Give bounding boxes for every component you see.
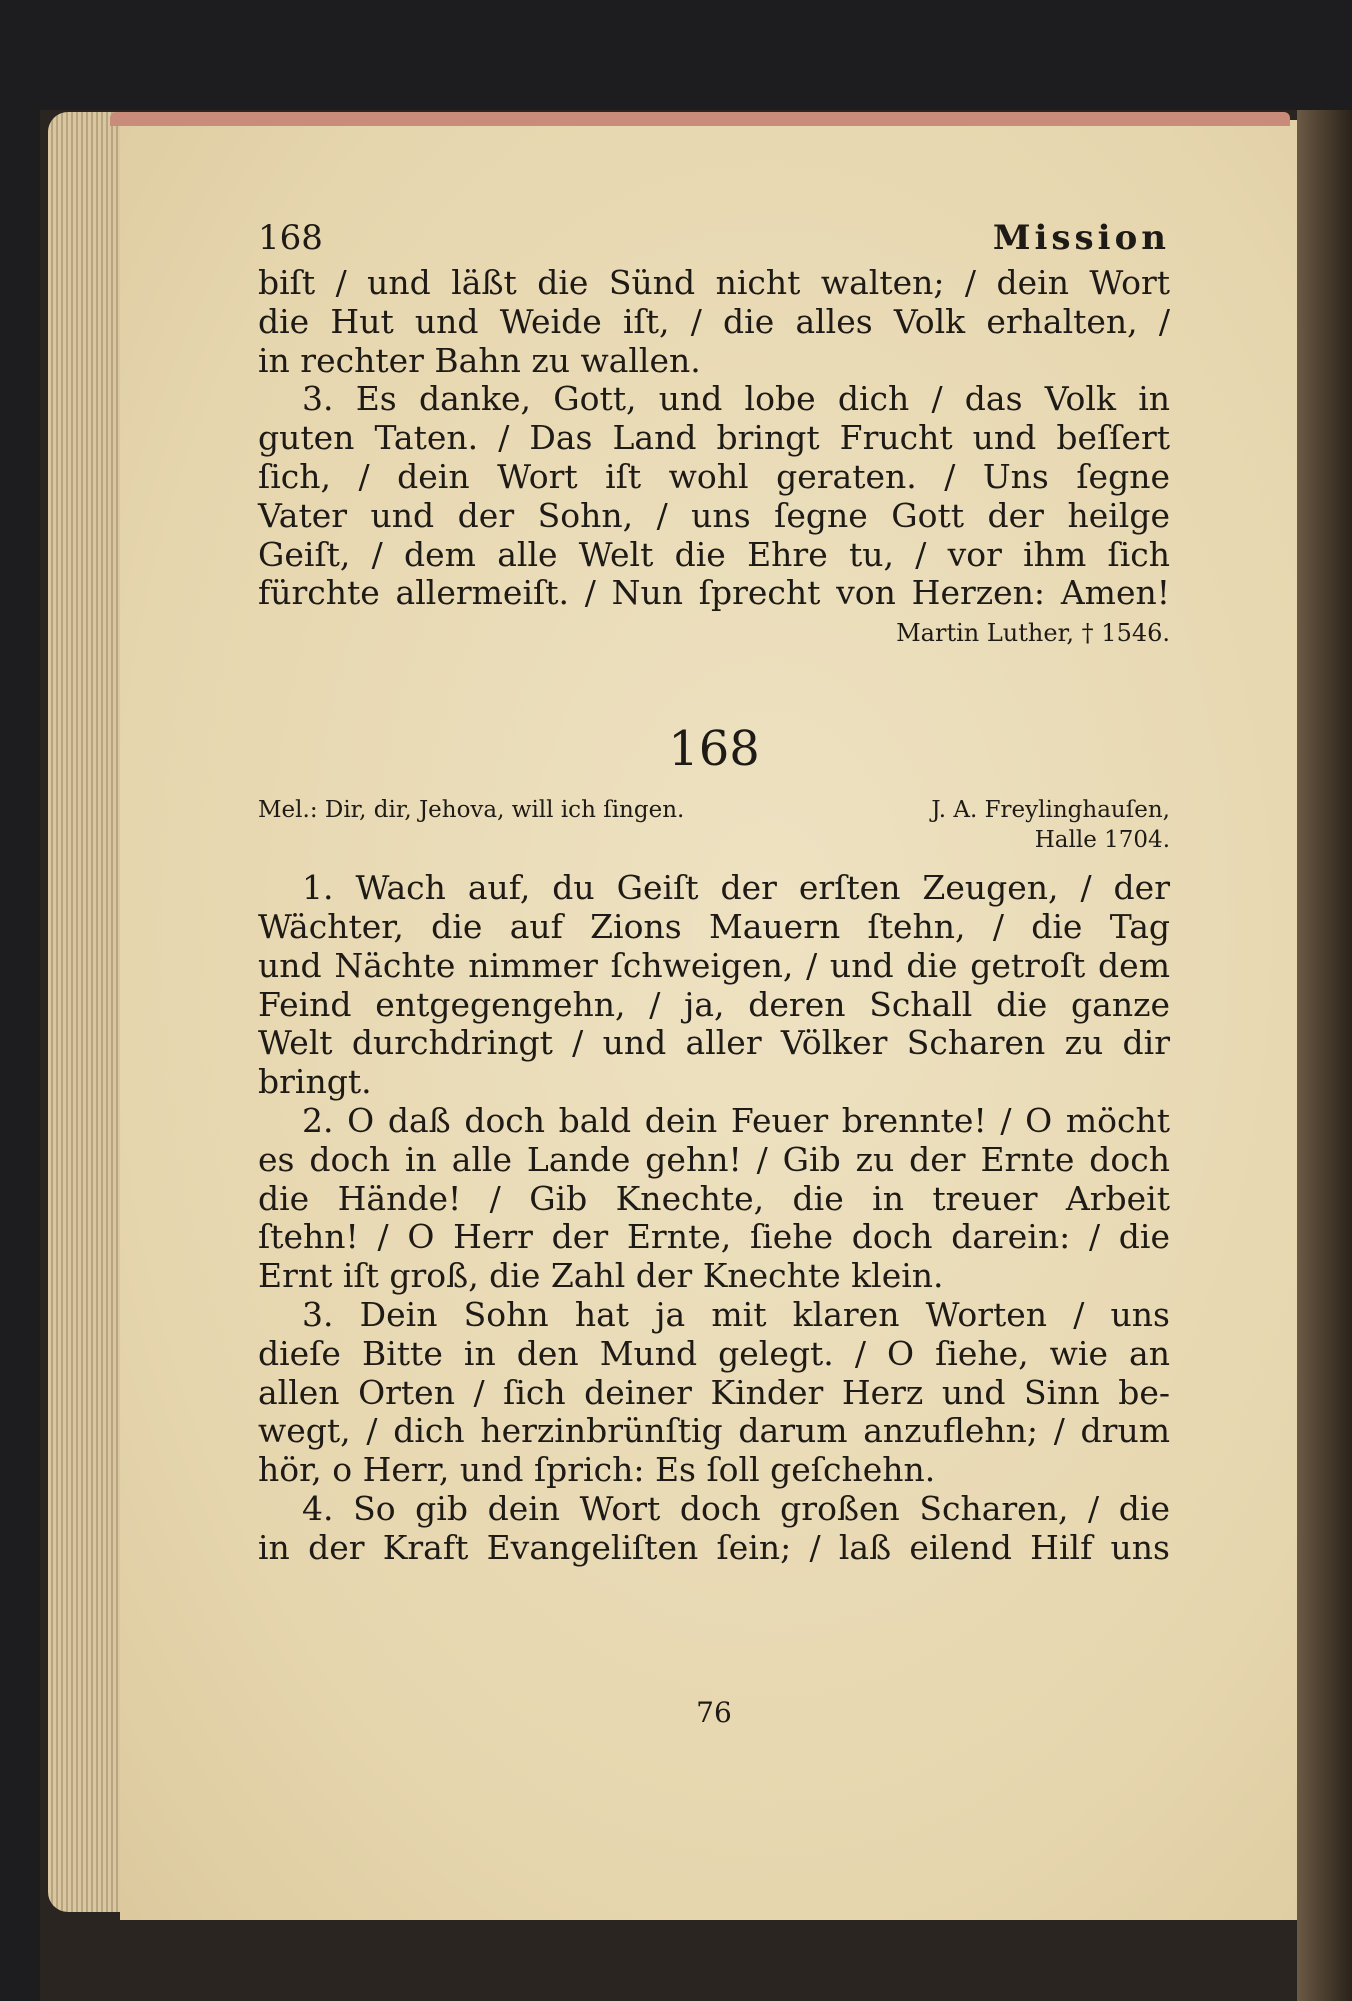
text-line: Vater und der Sohn, / uns ſegne Gott der heilge [258, 495, 1170, 535]
text-line: Geiſt, / dem alle Welt die Ehre tu, / vor ihm ſich [258, 534, 1170, 574]
text-line: und Nächte nimmer ſchweigen, / und die getroſt dem [258, 945, 1170, 985]
text-line: Ernt iſt groß, die Zahl der Knechte klein. [258, 1256, 944, 1296]
hymn-number: 168 [668, 721, 760, 778]
previous-hymn-text [258, 264, 1170, 613]
text-line: in rechter Bahn zu wallen. [258, 340, 701, 380]
text-line: die Hände! / Gib Knechte, die in treuer Arbeit [258, 1178, 1170, 1218]
composer-credit [931, 795, 1170, 855]
text-line: bringt. [258, 1062, 372, 1102]
text-line: Welt durchdringt / und aller Völker Scharen zu dir [258, 1023, 1170, 1063]
text-line: dieſe Bitte in den Mund gelegt. / O ſiehe, wie an [258, 1333, 1170, 1373]
text-line: allen Orten / ſich deiner Kinder Herz und Sinn be- [258, 1372, 1170, 1412]
hymn-author: Martin Luther, † 1546. [896, 619, 1170, 648]
text-line: Wächter, die auf Zions Mauern ſtehn, / die Tag [258, 906, 1170, 946]
composer-place: Halle 1704. [1034, 827, 1170, 854]
page-top-edge [110, 112, 1290, 126]
melody-note: Mel.: Dir, dir, Jehova, will ich ſingen. [258, 797, 685, 824]
page-number: 168 [258, 218, 323, 258]
running-header [258, 218, 1170, 264]
text-line: wegt, / dich herzinbrünſtig darum anzuflehn; / drum [258, 1411, 1170, 1451]
text-line: 3. Es danke, Gott, und lobe dich / das Volk in [302, 379, 1170, 419]
text-line: Feind entgegengehn, / ja, deren Schall die ganze [258, 984, 1170, 1024]
text-line: 1. Wach auf, du Geiſt der erſten Zeugen, / der [302, 868, 1170, 908]
text-line: guten Taten. / Das Land bringt Frucht und beſſert [258, 418, 1170, 458]
text-line: 2. O daß doch bald dein Feuer brennte! / O möcht [302, 1100, 1170, 1140]
page-footer-number: 76 [696, 1696, 732, 1729]
composer-name: J. A. Freylinghauſen, [931, 797, 1170, 824]
melody-row [258, 795, 1170, 855]
book-gutter [1297, 110, 1352, 2001]
section-title: Mission [992, 218, 1170, 258]
hymn-verses [258, 869, 1170, 1567]
text-line: ſtehn! / O Herr der Ernte, ſiehe doch darein: / die [258, 1217, 1170, 1257]
text-line: die Hut und Weide iſt, / die alles Volk erhalten, / [258, 301, 1170, 341]
text-line: 4. So gib dein Wort doch großen Scharen, / die [302, 1488, 1170, 1528]
page-text-area [258, 218, 1170, 1729]
text-line: fürchte allermeiſt. / Nun ſprecht von Herzen: Amen! [258, 573, 1170, 613]
text-line: in der Kraft Evangeliſten ſein; / laß eilend Hilf uns [258, 1527, 1170, 1567]
text-line: es doch in alle Lande gehn! / Gib zu der Ernte doch [258, 1139, 1170, 1179]
text-line: biſt / und läßt die Sünd nicht walten; / dein Wort [258, 263, 1170, 302]
text-line: hör, o Herr, und ſprich: Es ſoll geſchehn. [258, 1450, 936, 1490]
text-line: ſich, / dein Wort iſt wohl geraten. / Uns ſegne [258, 456, 1170, 496]
text-line: 3. Dein Sohn hat ja mit klaren Worten / uns [302, 1294, 1170, 1334]
